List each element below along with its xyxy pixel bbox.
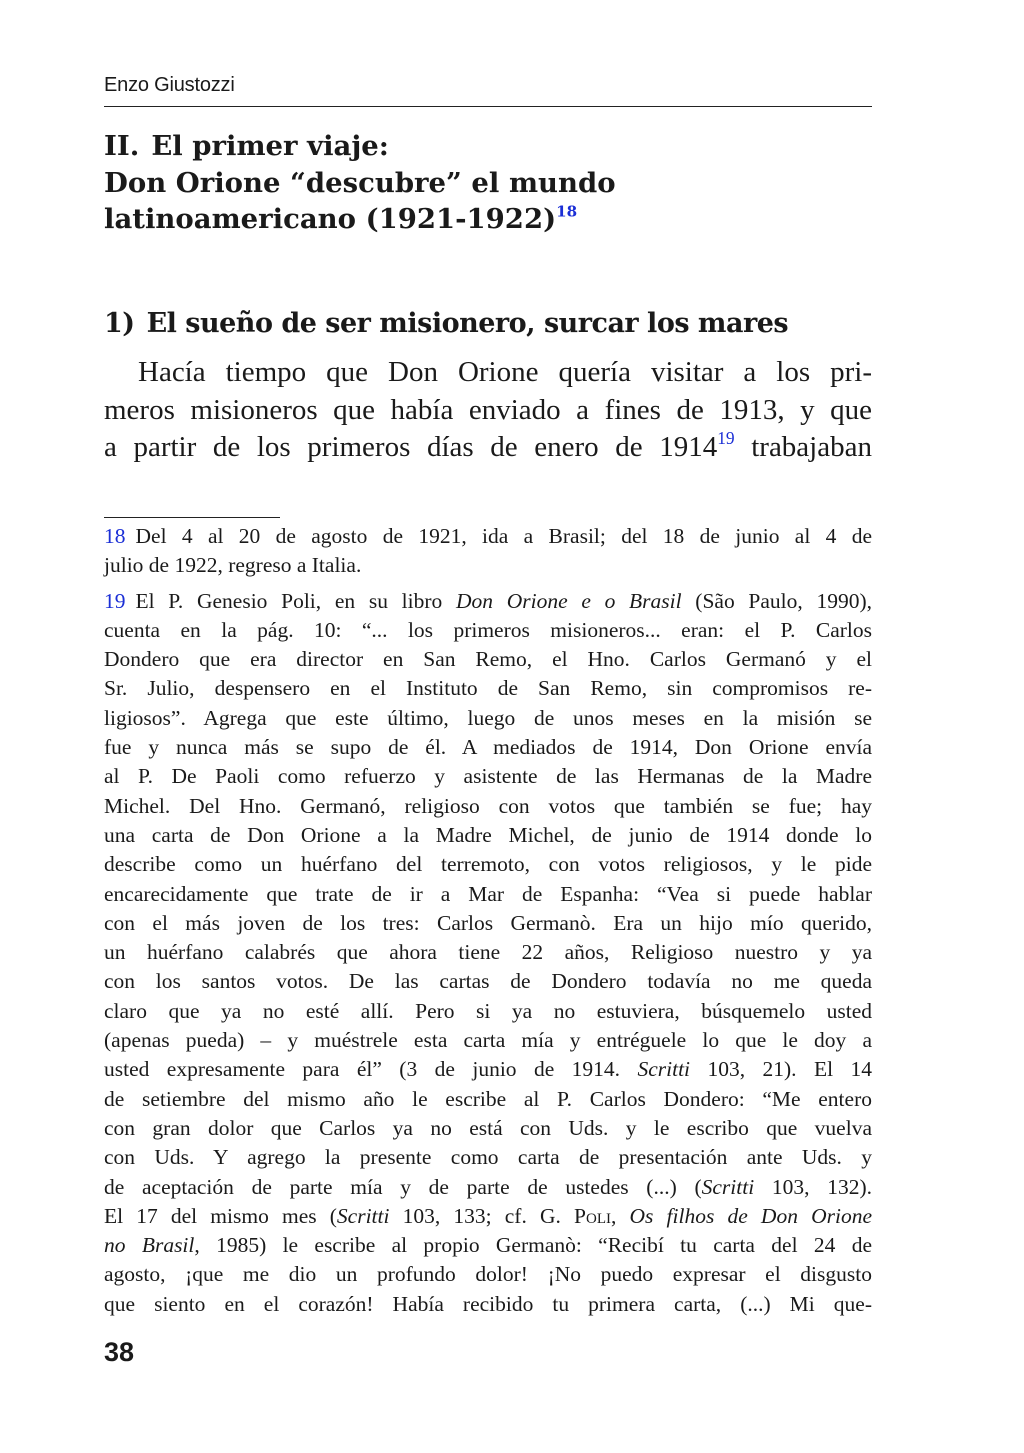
footnote-line: de setiembre del mismo año le escribe al P. Carlos Dondero: “Me entero bbox=[104, 1086, 872, 1111]
footnote-18 bbox=[104, 522, 872, 581]
footnote-line: que siento en el corazón! Había recibido tu primera carta, (...) Mi que- bbox=[104, 1291, 872, 1316]
footnote-line: cuenta en la pág. 10: “... los primeros misioneros... eran: el P. Carlos bbox=[104, 617, 872, 642]
footnote-line: 19 El P. Genesio Poli, en su libro Don Orione e o Brasil (São Paulo, 1990), bbox=[104, 588, 872, 613]
section-number: 1) bbox=[104, 308, 135, 339]
footnote-line: Dondero que era director en San Remo, el Hno. Carlos Germanó y el bbox=[104, 647, 872, 672]
footnote-line: fue y nunca más se supo de él. A mediados de 1914, Don Orione envía bbox=[104, 735, 872, 760]
footnote-number: 19 bbox=[104, 588, 126, 613]
footnote-line: con Uds. Y agrego la presente como carta de presentación ante Uds. y bbox=[104, 1145, 872, 1170]
footnote-line: usted expresamente para él” (3 de junio de 1914. Scritti 103, 21). El 14 bbox=[104, 1057, 872, 1082]
footnote-ref-19[interactable]: 19 bbox=[717, 427, 735, 448]
body-line: meros misioneros que había enviado a fines de 1913, y que bbox=[104, 393, 872, 426]
footnote-line: claro que ya no esté allí. Pero si ya no estuviera, búsquemelo usted bbox=[104, 998, 872, 1023]
footnote-line: (apenas pueda) – y muéstrele esta carta mía y entréguele lo que le doy a bbox=[104, 1028, 872, 1053]
footnote-line: describe como un huérfano del terremoto, con votos religiosos, y le pide bbox=[104, 852, 872, 877]
footnotes bbox=[104, 522, 872, 1325]
footnote-line: con gran dolor que Carlos ya no está con Uds. y le escribo que vuelva bbox=[104, 1115, 872, 1140]
footnote-line: con el más joven de los tres: Carlos Germanò. Era un hijo mío querido, bbox=[104, 910, 872, 935]
footnote-line: El 17 del mismo mes (Scritti 103, 133; cf. G. Poli, Os filhos de Don Orione bbox=[104, 1203, 873, 1228]
page-number: 38 bbox=[104, 1337, 135, 1367]
footnote-line: Michel. Del Hno. Germanó, religioso con votos que también se fue; hay bbox=[104, 793, 872, 818]
footnote-line: con los santos votos. De las cartas de Dondero todavía no me queda bbox=[104, 969, 872, 994]
chapter-title-line-2: Don Orione “descubre” el mundo bbox=[104, 166, 616, 199]
book-page bbox=[104, 0, 872, 1453]
footnote-ref-18[interactable]: 18 bbox=[556, 202, 578, 221]
footnote-line: un huérfano calabrés que ahora tiene 22 años, Religioso nuestro y ya bbox=[104, 940, 872, 965]
footnote-19 bbox=[104, 587, 872, 1319]
chapter-title-line-3: latinoamericano (1921-1922)$^{18}$ bbox=[104, 202, 578, 235]
running-head: Enzo Giustozzi bbox=[104, 74, 235, 96]
footnote-line: julio de 1922, regreso a Italia. bbox=[104, 553, 362, 578]
chapter-title bbox=[104, 128, 872, 238]
footnote-line: de aceptación de parte mía y de parte de ustedes (...) (Scritti 103, 132). bbox=[104, 1174, 872, 1199]
footnote-number: 18 bbox=[104, 524, 126, 548]
footnote-line: Sr. Julio, despensero en el Instituto de San Remo, sin compromisos re- bbox=[104, 676, 872, 701]
header-rule bbox=[104, 106, 872, 107]
footnote-line: 18 Del 4 al 20 de agosto de 1921, ida a Brasil; del 18 de junio al 4 de bbox=[104, 524, 872, 548]
section-title: 1) El sueño de ser misionero, surcar los mares bbox=[104, 308, 789, 339]
footnote-line: agosto, ¡que me dio un profundo dolor! ¡No puedo expresar el disgusto bbox=[104, 1262, 872, 1287]
chapter-title-line-1: II. El primer viaje: bbox=[104, 130, 389, 162]
footnote-line: ligiosos”. Agrega que este último, luego de unos meses en la misión se bbox=[104, 705, 872, 730]
footnote-line: al P. De Paoli como refuerzo y asistente de las Hermanas de la Madre bbox=[104, 764, 872, 789]
body-paragraph bbox=[104, 354, 872, 467]
body-line: a partir de los primeros días de enero de 1914$^{19}$ trabajaban bbox=[104, 427, 872, 463]
body-line: Hacía tiempo que Don Orione quería visitar a los pri- bbox=[138, 356, 872, 388]
footnote-line: no Brasil, 1985) le escribe al propio Germanò: “Recibí tu carta del 24 de bbox=[104, 1233, 872, 1258]
footnote-line: una carta de Don Orione a la Madre Michel, de junio de 1914 donde lo bbox=[104, 822, 872, 847]
footnote-line: encarecidamente que trate de ir a Mar de Espanha: “Vea si puede hablar bbox=[104, 881, 872, 906]
footnote-rule bbox=[104, 517, 280, 518]
chapter-number: II. bbox=[104, 130, 140, 162]
